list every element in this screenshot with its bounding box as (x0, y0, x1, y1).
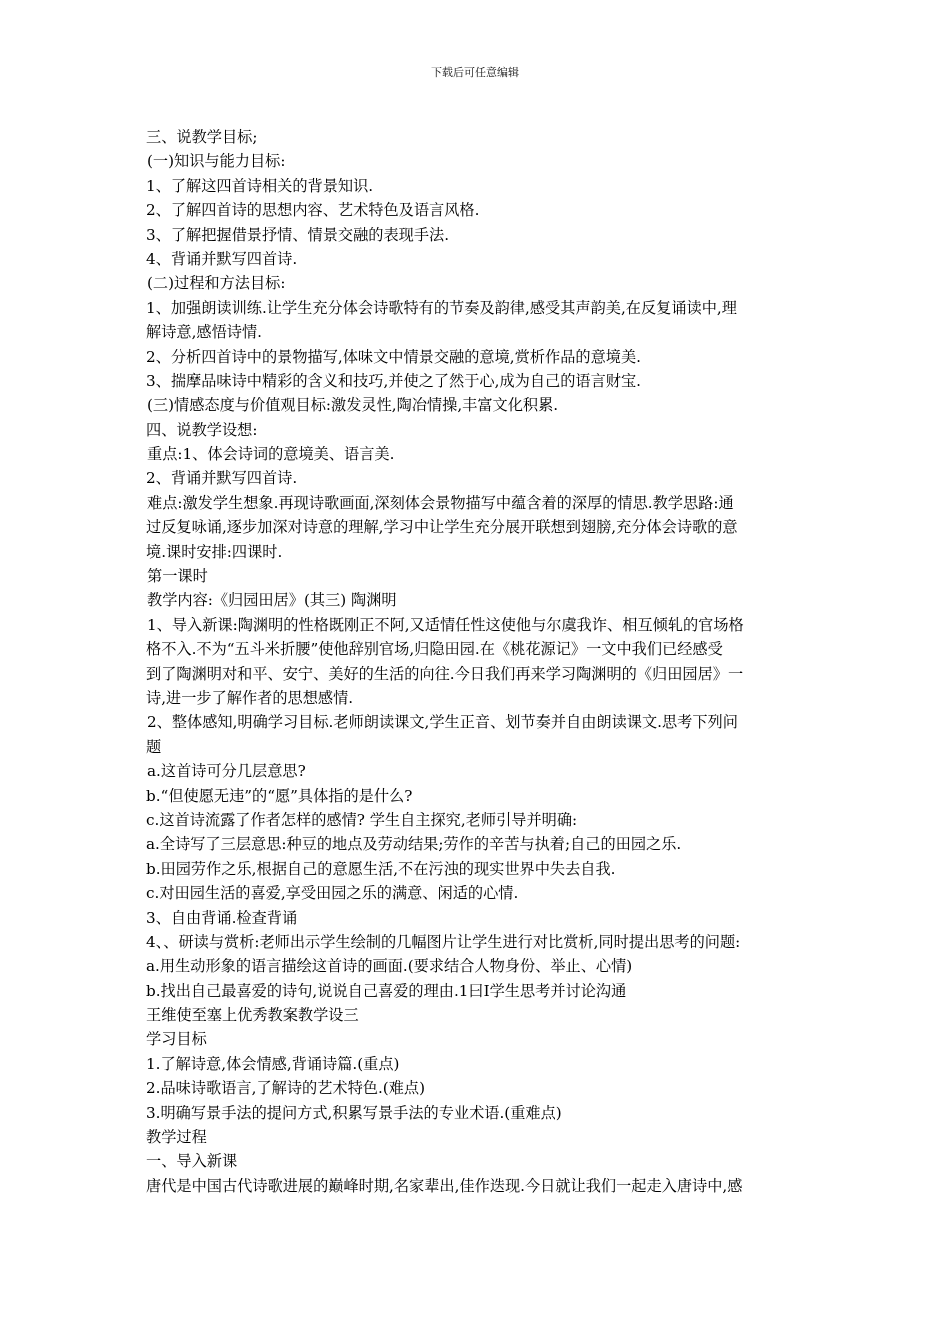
text-line: a.这首诗可分几层意思? (147, 762, 306, 781)
text-line: c.对田园生活的喜爱,享受田园之乐的满意、闲适的心情. (146, 884, 519, 903)
text-line: 三、说教学目标; (146, 128, 258, 146)
text-line: b.找出自己最喜爱的诗句,说说自己喜爱的理由.1曰I学生思考并讨论沟通 (146, 981, 627, 1000)
text-line: 王维使至塞上优秀教案教学设三 (146, 1006, 359, 1025)
document-body (146, 125, 808, 1198)
text-line: 学习目标 (146, 1030, 207, 1049)
text-line: 3.明确写景手法的提问方式,积累写景手法的专业术语.(重难点) (146, 1103, 562, 1122)
text-line: 4、、研读与赏析:老师出示学生绘制的几幅图片让学生进行对比赏析,同时提出思考的问题: (146, 932, 741, 951)
text-line: 教学过程 (146, 1128, 207, 1147)
text-line: 解诗意,感悟诗情. (146, 323, 262, 342)
text-line: 一、导入新课 (146, 1152, 238, 1171)
text-line: 格不入.不为“五斗米折腰”使他辞别官场,归隐田园.在《桃花源记》一文中我们已经感受 (146, 640, 723, 659)
text-line: 难点:激发学生想象.再现诗歌画面,深刻体会景物描写中蕴含着的深厚的情思.教学思路:通 (147, 493, 734, 512)
text-line: 诗,进一步了解作者的思想感情. (146, 688, 354, 707)
text-line: (二)过程和方法目标: (147, 274, 286, 293)
text-line: 3、揣摩品味诗中精彩的含义和技巧,并使之了然于心,成为自己的语言财宝. (146, 371, 641, 390)
text-line: 1.了解诗意,体会情感,背诵诗篇.(重点) (146, 1054, 400, 1073)
text-line: (一)知识与能力目标: (147, 152, 286, 171)
text-line: 1、加强朗读训练.让学生充分体会诗歌特有的节奏及韵律,感受其声韵美,在反复诵读中,理 (146, 298, 737, 317)
text-line: 2、背诵并默写四首诗. (146, 469, 298, 488)
text-line: 过反复咏诵,逐步加深对诗意的理解,学习中让学生充分展开联想到翅膀,充分体会诗歌的意 (146, 518, 738, 537)
text-line: 境.课时安排:四课时. (146, 542, 283, 561)
text-line: b.“但使愿无违”的“愿”具体指的是什么? (146, 786, 413, 805)
text-line: b.田园劳作之乐,根据自己的意愿生活,不在污浊的现实世界中失去自我. (146, 859, 616, 878)
text-line: 1、了解这四首诗相关的背景知识. (146, 176, 374, 195)
text-line: 唐代是中国古代诗歌进展的巅峰时期,名家辈出,佳作迭现.今日就让我们一起走入唐诗中,感 (146, 1176, 743, 1195)
text-line: 4、背诵并默写四首诗. (146, 249, 298, 268)
text-line: 重点:1、体会诗词的意境美、语言美. (147, 445, 395, 464)
text-line: 第一课时 (147, 567, 208, 586)
text-line: 3、自由背诵.检查背诵 (146, 908, 298, 927)
text-line: 到了陶渊明对和平、安宁、美好的生活的向往.今日我们再来学习陶渊明的《归田园居》一 (146, 664, 744, 683)
text-line: 1、导入新课:陶渊明的性格既刚正不阿,又适情任性这使他与尔虞我诈、相互倾轧的官场格 (147, 615, 744, 634)
text-line: 题 (146, 737, 162, 756)
text-line: 2、了解四首诗的思想内容、艺术特色及语言风格. (146, 201, 480, 220)
text-line: 2、分析四首诗中的景物描写,体味文中情景交融的意境,赏析作品的意境美. (146, 347, 641, 366)
text-line: 2、整体感知,明确学习目标.老师朗读课文,学生正音、划节奏并自由朗读课文.思考下列问 (147, 713, 738, 732)
text-line: c.这首诗流露了作者怎样的感情? 学生自主探究,老师引导并明确: (146, 810, 578, 829)
text-line: 四、说教学设想: (146, 420, 258, 439)
text-line: 教学内容:《归园田居》(其三) 陶渊明 (147, 591, 397, 610)
text-line: a.用生动形象的语言描绘这首诗的画面.(要求结合人物身份、举止、心情) (146, 957, 633, 976)
page-header-note: 下载后可任意编辑 (431, 66, 519, 79)
text-line: (三)情感态度与价值观目标:激发灵性,陶冶情操,丰富文化积累. (147, 396, 559, 415)
text-line: 2.品味诗歌语言,了解诗的艺术特色.(难点) (146, 1079, 425, 1098)
text-line: a.全诗写了三层意思:种豆的地点及劳动结果;劳作的辛苦与执着;自己的田园之乐. (146, 835, 682, 854)
text-line: 3、了解把握借景抒情、情景交融的表现手法. (146, 225, 450, 244)
